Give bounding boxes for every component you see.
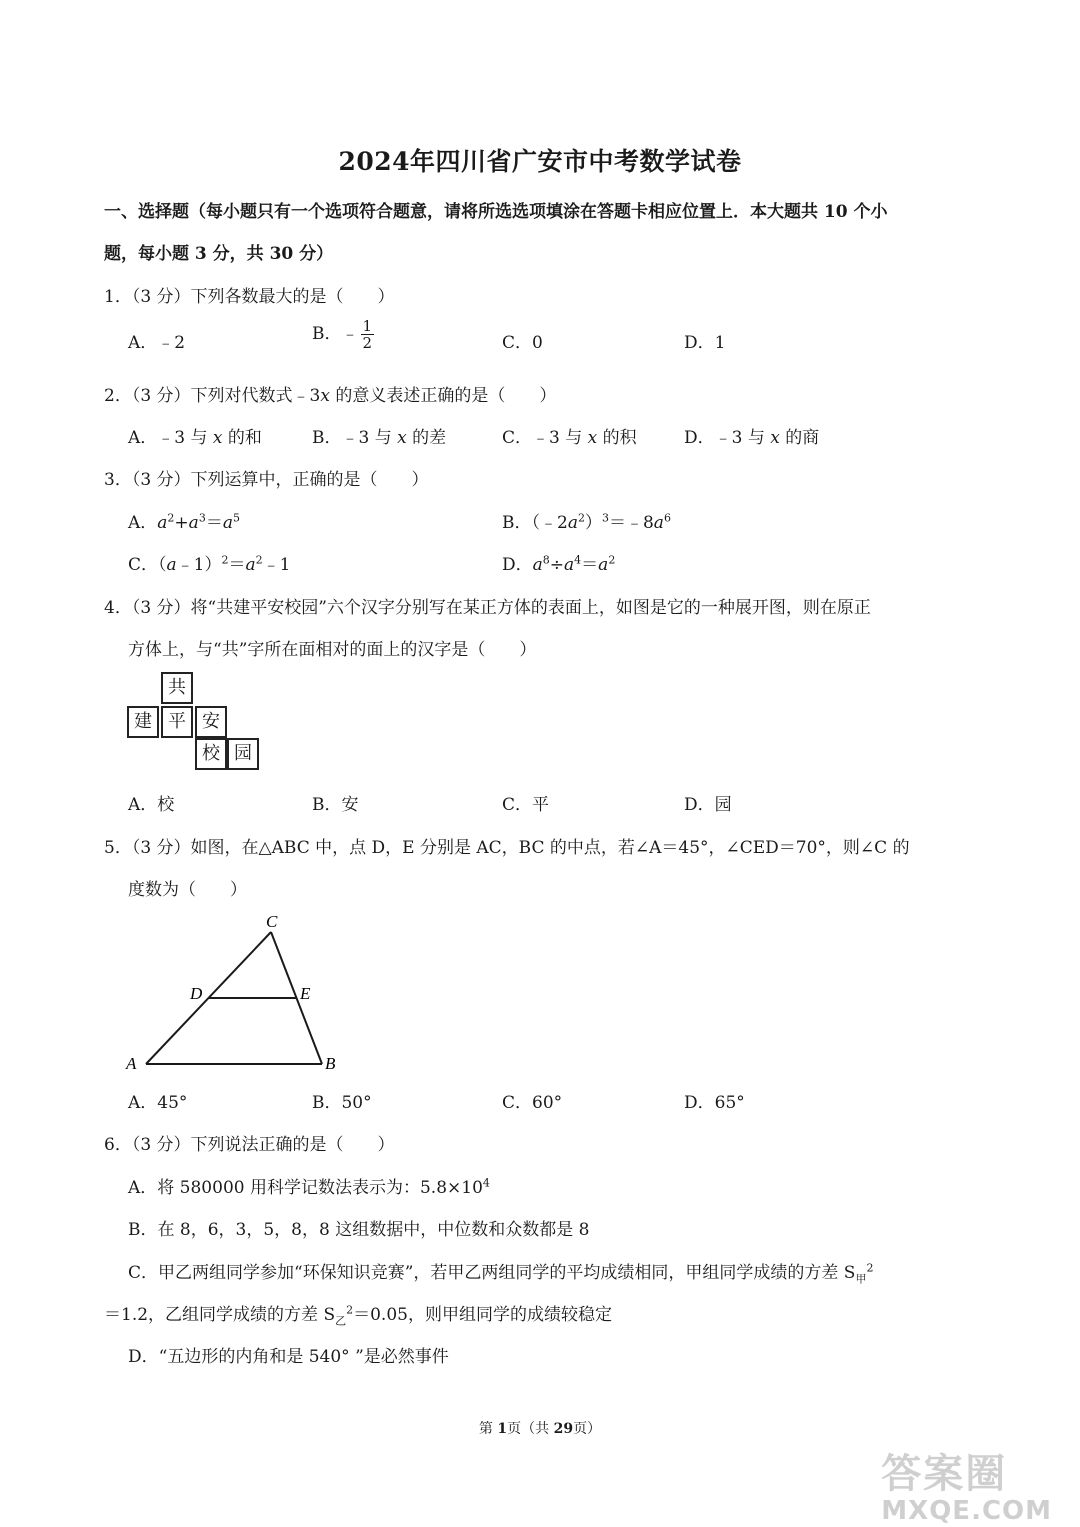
q6-option-b: B．在 8，6，3，5，8，8 这组数据中，中位数和众数都是 8 [128,1220,590,1240]
q1-option-d: D．1 [684,333,726,353]
q4-stem-line2: 方体上，与“共”字所在面相对的面上的汉字是（ ） [128,640,537,660]
label-d: D [190,984,203,1003]
fraction-denominator: 2 [362,334,373,352]
label-b: B [325,1054,336,1073]
q3-option-c: C．$(a﹣1)^2=a^2﹣1$ [128,553,291,575]
q5-option-b: B．50° [312,1093,372,1113]
net-cell-an: 安 [195,706,227,738]
q2-option-c: C．﹣3 与 x 的积 [502,428,637,448]
q5-option-a: A．45° [128,1093,188,1113]
page-footer: 第 1页（共 29页） [478,1421,602,1437]
q1-option-a: A．﹣2 [128,333,186,353]
q1-option-b-prefix: B．﹣ [312,324,359,344]
q6-option-d: D．“五边形的内角和是 540° ”是必然事件 [128,1347,449,1367]
q6-option-a: A．将 580000 用科学记数法表示为：$5.8\times 10^4$ [128,1176,490,1198]
q5-stem-line1: 5．（3 分）如图，在△ABC 中，点 D，E 分别是 AC，BC 的中点，若∠A＝45°，∠CED＝70°，则∠C 的 [104,838,910,858]
net-cell-jian: 建 [127,706,159,738]
section-heading-line2: 题，每小题 3 分，共 30 分） [104,244,334,264]
watermark-text: 答案圈 [881,1451,1008,1497]
q4-option-d: D．园 [684,795,732,815]
q4-option-b: B．安 [312,795,359,815]
q6-option-c-line1: C．甲乙两组同学参加“环保知识竞赛”，若甲乙两组同学的平均成绩相同，甲组同学成绩的方差 $S_甲^2$ [128,1261,874,1286]
q4-stem-line1: 4．（3 分）将“共建平安校园”六个汉字分别写在某正方体的表面上，如图是它的一种展开图，则在原正 [104,598,871,618]
q6-option-c-line2: ＝1.2，乙组同学成绩的方差 $S_乙^2=0.05$，则甲组同学的成绩较稳定 [104,1303,612,1328]
q2-stem: 2．（3 分）下列对代数式﹣3x 的意义表述正确的是（ ） [104,386,557,406]
q2-option-b: B．﹣3 与 x 的差 [312,428,447,448]
q4-option-c: C．平 [502,795,550,815]
triangle-figure [120,905,360,1080]
page-title: 2024年四川省广安市中考数学试卷 [338,147,742,176]
q1-option-b [312,318,374,351]
q3-option-a: A．$a^2+a^3=a^5$ [128,511,240,533]
label-c: C [266,912,278,931]
label-e: E [300,984,311,1003]
watermark-logo [881,1452,1052,1526]
q2-option-d: D．﹣3 与 x 的商 [684,428,820,448]
q6-stem: 6．（3 分）下列说法正确的是（ ） [104,1135,395,1155]
q5-stem-line2: 度数为（ ） [128,880,247,900]
section-heading-line1: 一、选择题（每小题只有一个选项符合题意，请将所选选项填涂在答题卡相应位置上．本大题共 10 个小 [104,202,888,222]
label-a: A [126,1054,137,1073]
q1-stem: 1．（3 分）下列各数最大的是（ ） [104,287,395,307]
q3-option-d: D．$a^8\div a^4=a^2$ [502,553,616,575]
q1-option-c: C．0 [502,333,543,353]
q5-option-c: C．60° [502,1093,563,1113]
net-cell-gong: 共 [161,672,193,704]
net-cell-xiao: 校 [195,738,227,770]
q5-option-d: D．65° [684,1093,745,1113]
watermark-url: MXQE.COM [881,1496,1052,1526]
fraction-numerator: 1 [362,317,373,335]
net-cell-yuan: 园 [227,738,259,770]
q3-stem: 3．（3 分）下列运算中，正确的是（ ） [104,470,429,490]
q3-option-b: B．$(﹣2a^2)^3=﹣8a^6$ [502,511,671,533]
net-cell-ping: 平 [161,706,193,738]
q4-option-a: A．校 [128,795,175,815]
q1-option-b-fraction [361,318,375,351]
q2-option-a: A．﹣3 与 x 的和 [128,428,262,448]
